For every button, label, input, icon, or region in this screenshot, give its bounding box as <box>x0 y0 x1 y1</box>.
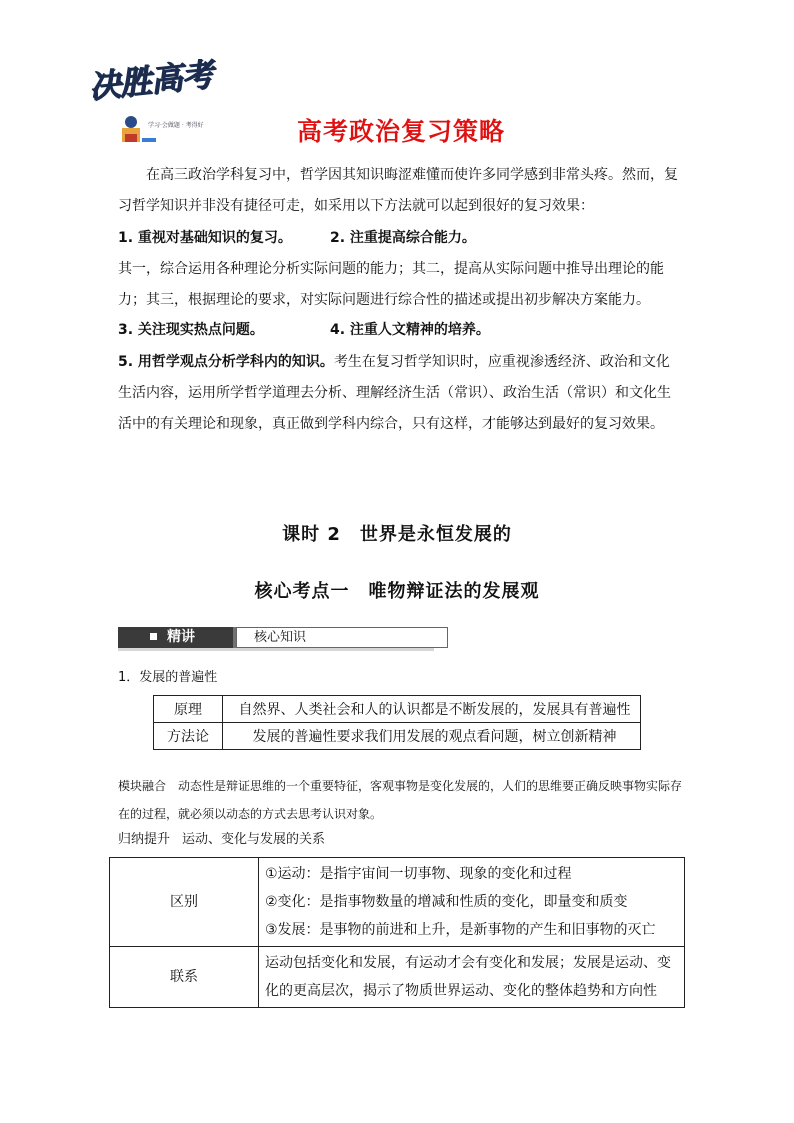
table-cell-line: ①运动：是指宇宙间一切事物、现象的变化和过程 <box>265 866 572 882</box>
table-cell-value <box>259 858 685 947</box>
banner-dark-label: 精讲 <box>167 629 195 645</box>
table-cell-value: 发展的普遍性要求我们用发展的观点看问题，树立创新精神 <box>223 723 641 750</box>
logo-text: 决胜高考 <box>86 55 214 106</box>
banner-dark-tab <box>118 627 233 648</box>
intro-item-2: 2. 注重提高综合能力。 <box>330 230 476 246</box>
module-fusion-text: 动态性是辩证思维的一个重要特征，客观事物是变化发展的，人们的思维要正确反映事物实际存在的过程，就必须以动态的方式去思考认识对象。 <box>118 779 683 821</box>
induction-heading <box>118 830 325 850</box>
table-cell-key: 区别 <box>110 858 259 947</box>
table-cell-key: 原理 <box>154 696 223 723</box>
table-cell-key: 联系 <box>110 947 259 1008</box>
intro-item-1: 1. 重视对基础知识的复习。 <box>118 230 292 246</box>
intro-item-5 <box>118 347 680 440</box>
lesson-title: 课时 2 世界是永恒发展的 <box>282 524 512 545</box>
section-banner <box>118 627 434 653</box>
intro-item-5-text: 考生在复习哲学知识时，应重视渗透经济、政治和文化生活内容，运用所学哲学道理去分析、理解经济生活（常识）、政治生活（常识）和文化生活中的有关理论和现象，真正做到学科内综合，只有这样，才能够达到最好的复习效果。 <box>118 354 671 432</box>
table-row <box>110 947 685 1008</box>
intro-item-4: 4. 注重人文精神的培养。 <box>330 322 490 338</box>
table-cell-value: 自然界、人类社会和人的认识都是不断发展的，发展具有普遍性 <box>223 696 641 723</box>
universality-table <box>153 695 641 750</box>
intro-paragraph: 在高三政治学科复习中，哲学因其知识晦涩难懂而使许多同学感到非常头疼。然而，复习哲学知识并非没有捷径可走，如采用以下方法就可以起到很好的复习效果： <box>118 167 678 214</box>
table-row <box>154 723 641 750</box>
intro-item-2-detail: 其一，综合运用各种理论分析实际问题的能力；其二，提高从实际问题中推导出理论的能力；其三，根据理论的要求，对实际问题进行综合性的描述或提出初步解决方案能力。 <box>118 261 664 308</box>
core-point-title: 核心考点一 唯物辩证法的发展观 <box>254 581 540 602</box>
table-cell-key: 方法论 <box>154 723 223 750</box>
logo-slogan: 学习·会做题 · 考得好 <box>148 122 204 129</box>
square-bullet-icon <box>150 633 157 640</box>
section-1-heading: 1．发展的普遍性 <box>118 670 218 685</box>
page-title: 高考政治复习策略 <box>296 117 505 146</box>
banner-light-label: 核心知识 <box>254 630 307 645</box>
module-fusion-label: 模块融合 <box>118 779 167 793</box>
table-cell-line: ②变化：是指事物数量的增减和性质的变化，即量变和质变 <box>265 894 628 910</box>
banner-light-tab <box>236 627 448 648</box>
table-cell-line: 运动包括变化和发展，有运动才会有变化和发展；发展是运动、变化的更高层次，揭示了物质世界运动、变化的整体趋势和方向性 <box>265 955 671 999</box>
table-row <box>110 858 685 947</box>
table-row <box>154 696 641 723</box>
intro-item-5-heading: 5. 用哲学观点分析学科内的知识。 <box>118 354 334 370</box>
table-cell-line: ③发展：是事物的前进和上升，是新事物的产生和旧事物的灭亡 <box>265 922 656 938</box>
banner-shadow <box>118 648 434 651</box>
induction-label: 归纳提升 <box>118 832 171 847</box>
module-fusion <box>118 772 693 828</box>
induction-text: 运动、变化与发展的关系 <box>182 832 326 847</box>
motion-change-development-table <box>109 857 685 1008</box>
intro-item-3: 3. 关注现实热点问题。 <box>118 322 264 338</box>
table-cell-value <box>259 947 685 1008</box>
